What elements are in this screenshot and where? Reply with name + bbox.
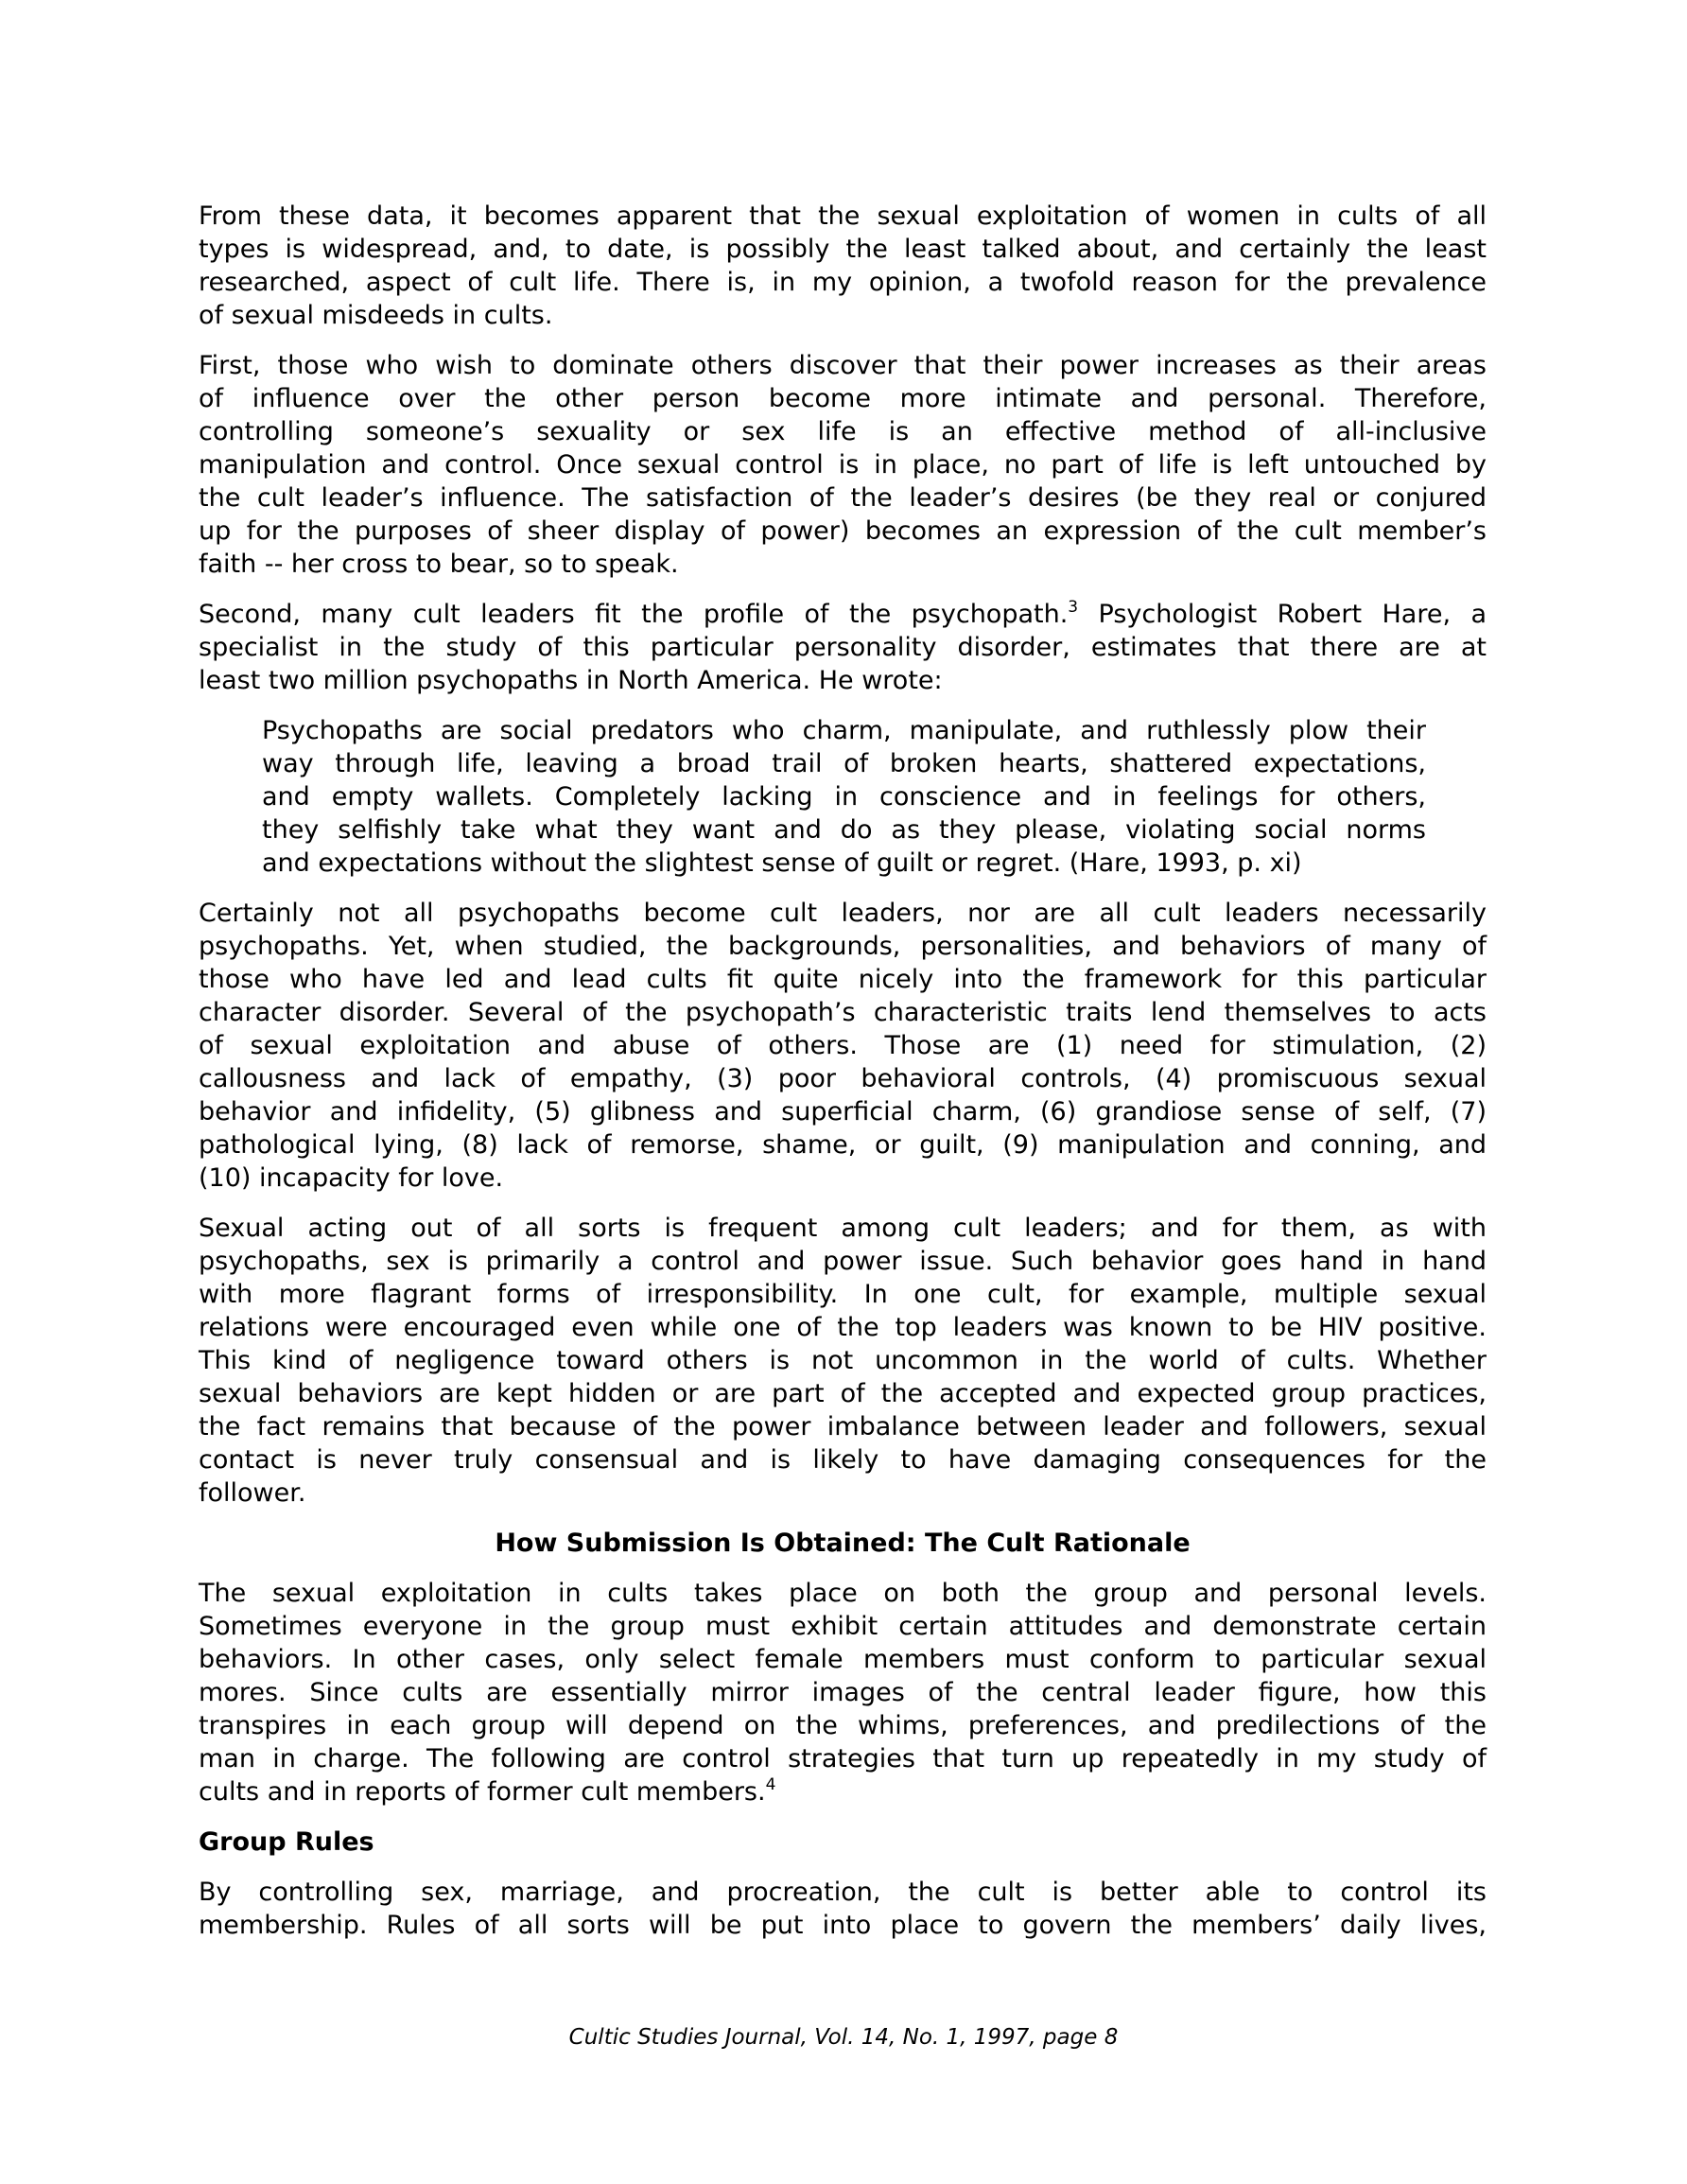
text-line: of influence over the other person become more intimate and personal. Therefore, xyxy=(199,384,1487,413)
text-line: character disorder. Several of the psychopath’s characteristic traits lend themselves to acts xyxy=(199,998,1487,1027)
quote-line: Psychopaths are social predators who charm, manipulate, and ruthlessly plow their xyxy=(262,716,1426,745)
footnote-ref-3[interactable]: 3 xyxy=(1068,598,1079,617)
text-line: The sexual exploitation in cults takes place on both the group and personal levels. xyxy=(199,1579,1487,1608)
text-line: the cult leader’s influence. The satisfaction of the leader’s desires (be they real or conjured xyxy=(199,483,1487,513)
text-line: of sexual misdeeds in cults. xyxy=(199,301,553,330)
text-line: psychopaths, sex is primarily a control and power issue. Such behavior goes hand in hand xyxy=(199,1247,1487,1276)
text-line: the fact remains that because of the power imbalance between leader and followers, sexual xyxy=(199,1412,1487,1441)
text-line: manipulation and control. Once sexual control is in place, no part of life is left untouched by xyxy=(199,450,1487,480)
text-line: up for the purposes of sheer display of power) becomes an expression of the cult member’s xyxy=(199,516,1487,546)
paragraph-first-reason xyxy=(199,349,1487,581)
text-segment: Second, many cult leaders fit the profile of the psychopath. xyxy=(199,600,1069,629)
text-line: of sexual exploitation and abuse of others. Those are (1) need for stimulation, (2) xyxy=(199,1031,1487,1060)
page-footer: Cultic Studies Journal, Vol. 14, No. 1, 1997, page 8 xyxy=(568,2025,1119,2050)
text-line: behaviors. In other cases, only select female members must conform to particular sexual xyxy=(199,1645,1487,1674)
text-line: By controlling sex, marriage, and procreation, the cult is better able to control its xyxy=(199,1878,1487,1907)
text-line: First, those who wish to dominate others discover that their power increases as their areas xyxy=(199,351,1487,380)
quote-line: they selfishly take what they want and do as they please, violating social norms xyxy=(262,815,1426,845)
text-line: (10) incapacity for love. xyxy=(199,1163,504,1193)
paragraph-sexual-acting-out xyxy=(199,1212,1487,1510)
text-line: sexual behaviors are kept hidden or are part of the accepted and expected group practices, xyxy=(199,1379,1487,1408)
text-line: with more flagrant forms of irresponsibility. In one cult, for example, multiple sexual xyxy=(199,1280,1487,1309)
text-line: callousness and lack of empathy, (3) poor behavioral controls, (4) promiscuous sexual xyxy=(199,1064,1487,1093)
text-line: relations were encouraged even while one of the top leaders was known to be HIV positive. xyxy=(199,1313,1487,1342)
text-line: specialist in the study of this particular personality disorder, estimates that there are at xyxy=(199,633,1487,662)
text-line xyxy=(199,598,1487,631)
text-line: follower. xyxy=(199,1478,306,1508)
section-heading: How Submission Is Obtained: The Cult Rationale xyxy=(495,1529,1191,1558)
text-line: mores. Since cults are essentially mirror images of the central leader figure, how this xyxy=(199,1678,1487,1707)
subsection-heading: Group Rules xyxy=(199,1827,374,1857)
text-line: faith -- her cross to bear, so to speak. xyxy=(199,550,679,579)
text-line: researched, aspect of cult life. There is, in my opinion, a twofold reason for the prevalence xyxy=(199,268,1487,297)
text-line: contact is never truly consensual and is likely to have damaging consequences for the xyxy=(199,1445,1487,1475)
footnote-ref-4[interactable]: 4 xyxy=(765,1775,776,1794)
document-page xyxy=(199,200,1487,1959)
text-line xyxy=(199,1775,1487,1808)
text-line: behavior and infidelity, (5) glibness and superficial charm, (6) grandiose sense of self, (7) xyxy=(199,1097,1487,1127)
text-line: least two million psychopaths in North America. He wrote: xyxy=(199,666,943,695)
paragraph-group-rules xyxy=(199,1876,1487,1942)
text-line: types is widespread, and, to date, is possibly the least talked about, and certainly the least xyxy=(199,235,1487,264)
text-line: those who have led and lead cults fit quite nicely into the framework for this particular xyxy=(199,965,1487,994)
text-line: man in charge. The following are control strategies that turn up repeatedly in my study of xyxy=(199,1744,1487,1773)
text-line: Sometimes everyone in the group must exhibit certain attitudes and demonstrate certain xyxy=(199,1612,1487,1641)
paragraph-intro xyxy=(199,200,1487,332)
block-quote xyxy=(262,714,1426,880)
text-segment: cults and in reports of former cult members. xyxy=(199,1777,766,1807)
paragraph-exploitation-levels xyxy=(199,1577,1487,1808)
text-line: psychopaths. Yet, when studied, the backgrounds, personalities, and behaviors of many of xyxy=(199,932,1487,961)
text-line: membership. Rules of all sorts will be put into place to govern the members’ daily lives, xyxy=(199,1911,1487,1940)
quote-line: and empty wallets. Completely lacking in conscience and in feelings for others, xyxy=(262,782,1426,812)
text-line: controlling someone’s sexuality or sex life is an effective method of all-inclusive xyxy=(199,417,1487,446)
text-line: Certainly not all psychopaths become cult leaders, nor are all cult leaders necessarily xyxy=(199,899,1487,928)
paragraph-second-reason xyxy=(199,598,1487,697)
text-line: Sexual acting out of all sorts is frequent among cult leaders; and for them, as with xyxy=(199,1214,1487,1243)
quote-line: way through life, leaving a broad trail of broken hearts, shattered expectations, xyxy=(262,749,1426,778)
text-line: This kind of negligence toward others is not uncommon in the world of cults. Whether xyxy=(199,1346,1487,1375)
paragraph-psychopath-traits xyxy=(199,897,1487,1195)
text-segment: Psychologist Robert Hare, a xyxy=(1078,600,1487,629)
text-line: From these data, it becomes apparent that the sexual exploitation of women in cults of all xyxy=(199,201,1487,231)
text-line: pathological lying, (8) lack of remorse, shame, or guilt, (9) manipulation and conning, and xyxy=(199,1130,1487,1160)
text-line: transpires in each group will depend on the whims, preferences, and predilections of the xyxy=(199,1711,1487,1740)
quote-line: and expectations without the slightest sense of guilt or regret. (Hare, 1993, p. xi) xyxy=(262,848,1302,878)
